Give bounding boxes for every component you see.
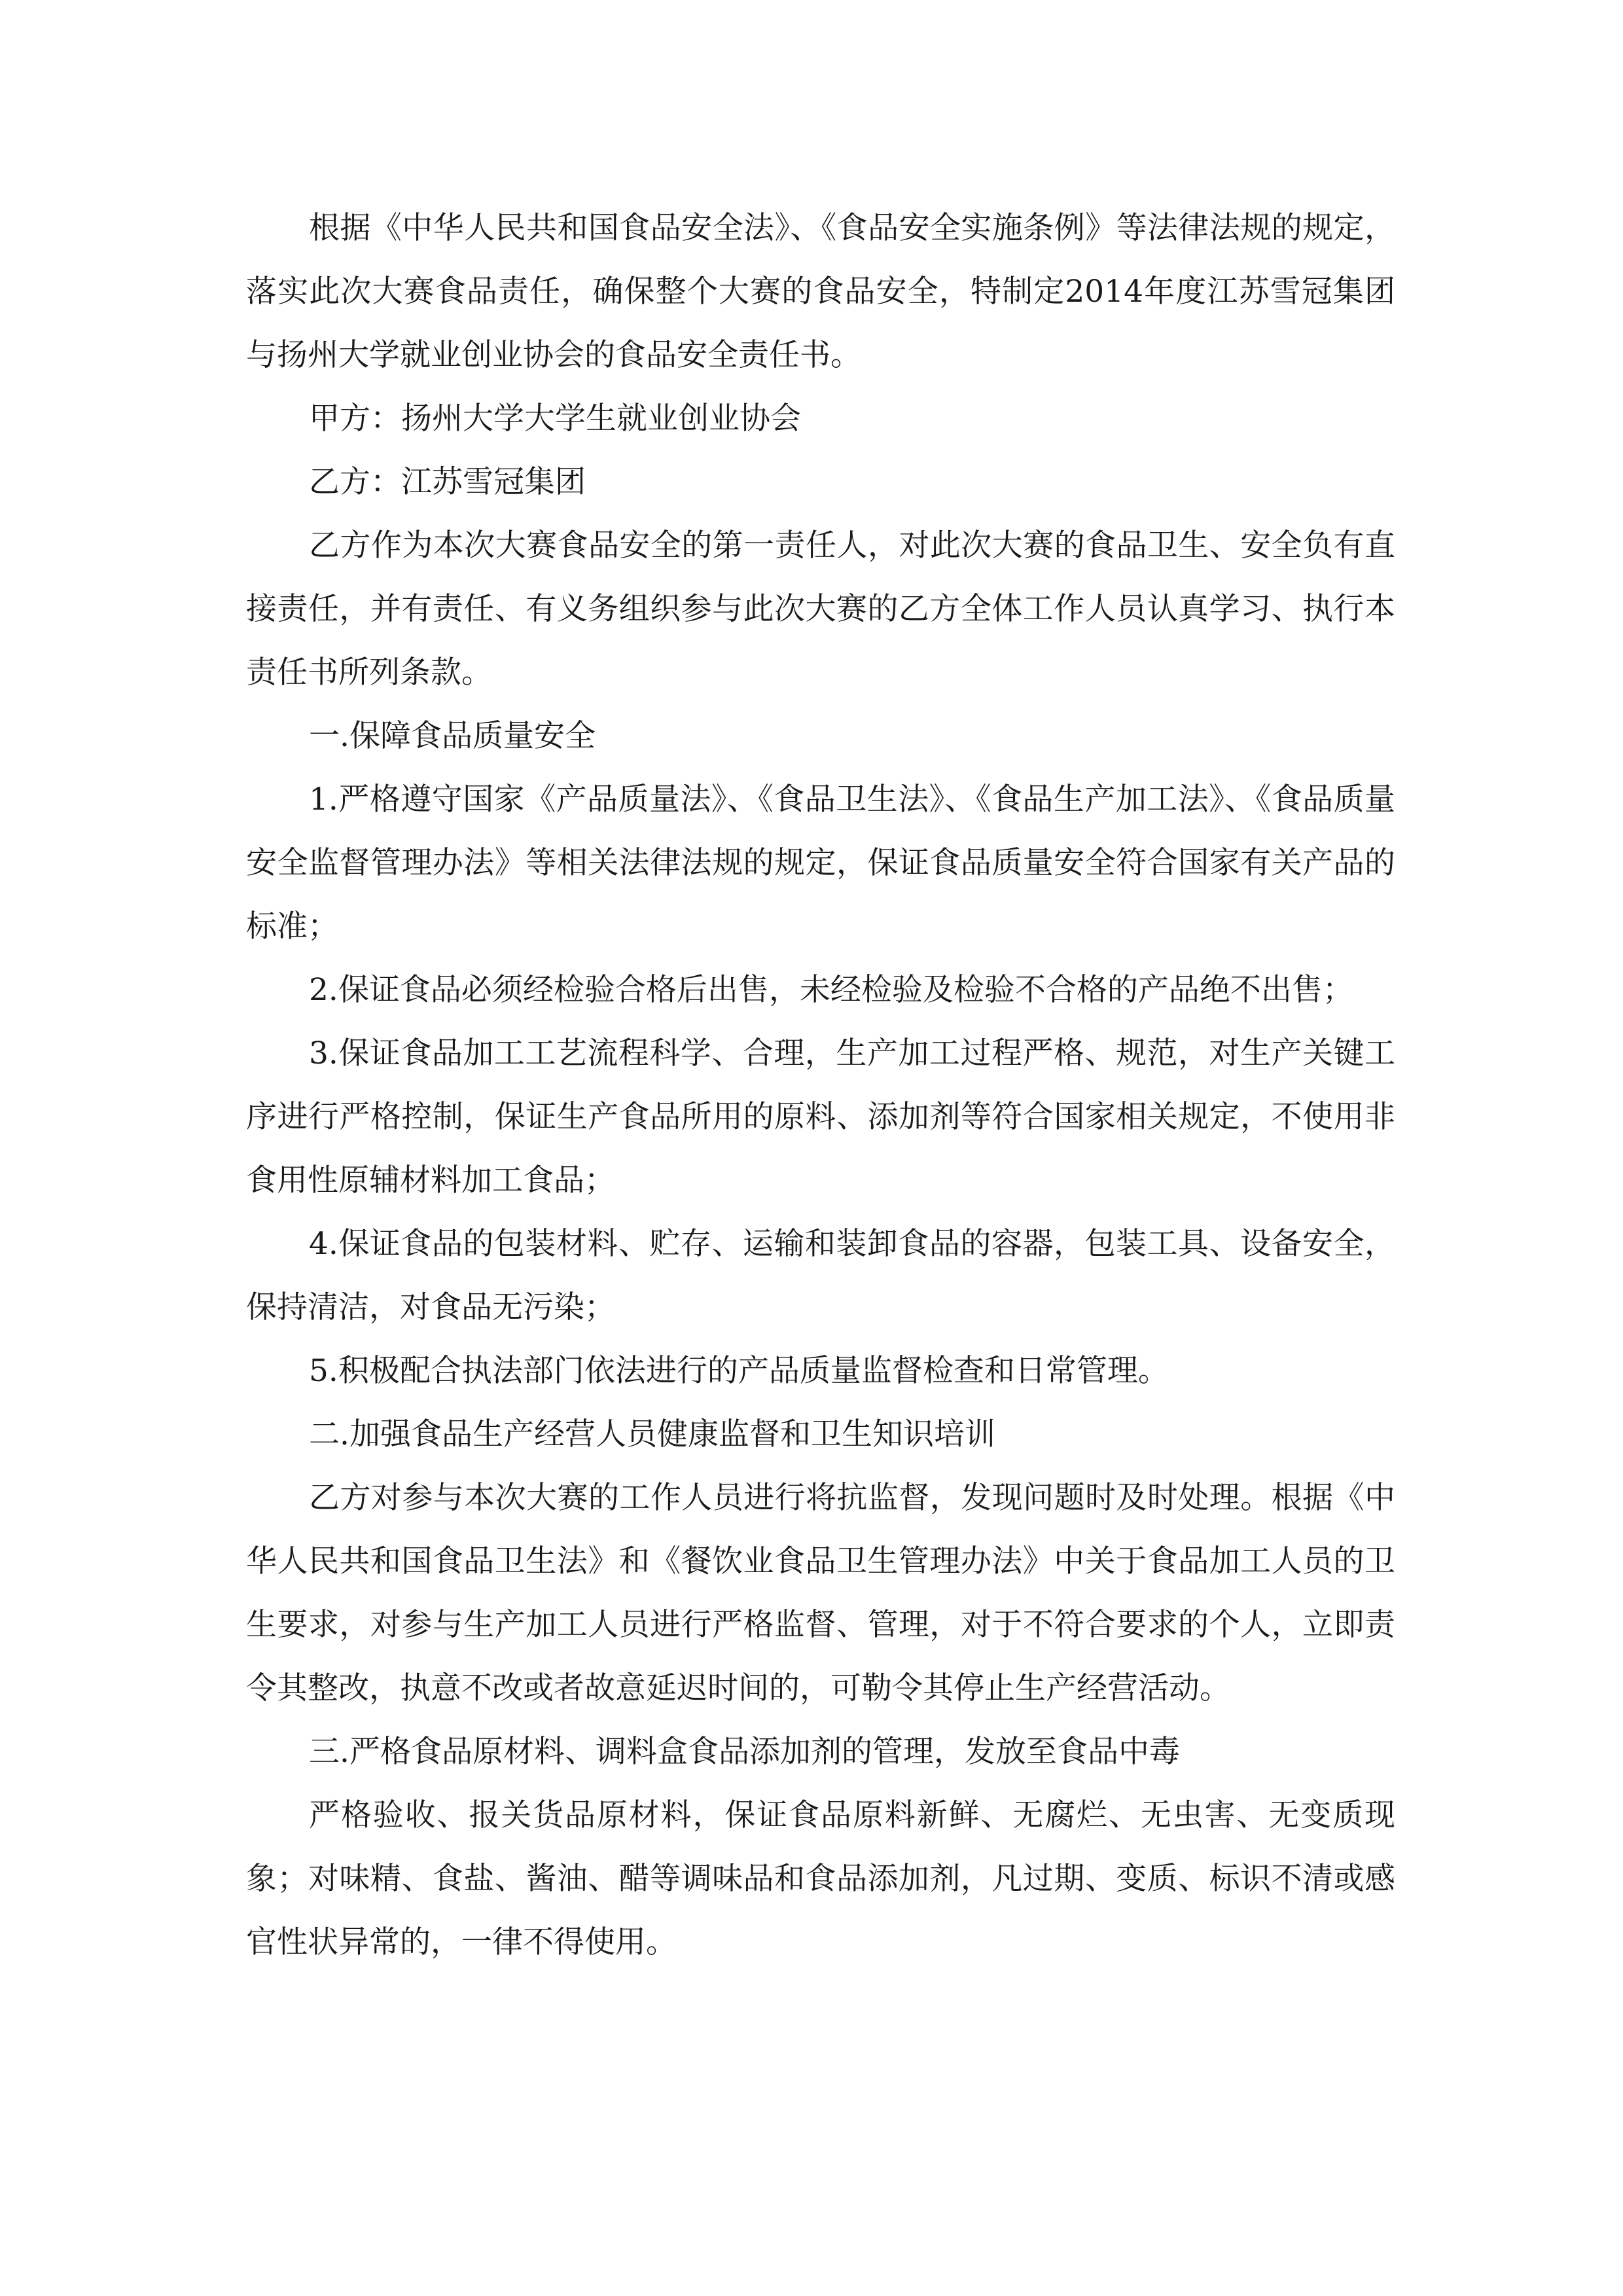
section-2-heading: 二.加强食品生产经营人员健康监督和卫生知识培训 [309, 1416, 995, 1452]
intro-paragraph: 根据《中华人民共和国食品安全法》、《食品安全实施条例》等法律法规的规定，落实此次大赛食品责任，确保整个大赛的食品安全，特制定2014年度江苏雪冠集团与扬州大学就业创业协会的食品安全责任书。 [246, 210, 1395, 373]
document-body [246, 196, 1395, 1974]
section-1-heading: 一.保障食品质量安全 [309, 718, 596, 754]
section-2-paragraph: 乙方对参与本次大赛的工作人员进行将抗监督，发现问题时及时处理。根据《中华人民共和国食品卫生法》和《餐饮业食品卫生管理办法》中关于食品加工人员的卫生要求，对参与生产加工人员进行严格监督、管理，对于不符合要求的个人，立即责令其整改，执意不改或者故意延迟时间的，可勒令其停止生产经营活动。 [246, 1480, 1395, 1706]
party-b-line: 乙方：江苏雪冠集团 [309, 464, 586, 500]
party-a-line: 甲方：扬州大学大学生就业创业协会 [309, 401, 801, 437]
section-1-item-2: 2.保证食品必须经检验合格后出售，未经检验及检验不合格的产品绝不出售； [309, 972, 1353, 1008]
section-1-item-3: 3.保证食品加工工艺流程科学、合理，生产加工过程严格、规范，对生产关键工序进行严格控制，保证生产食品所用的原料、添加剂等符合国家相关规定，不使用非食用性原辅材料加工食品； [246, 1035, 1395, 1198]
section-3-heading: 三.严格食品原材料、调料盒食品添加剂的管理，发放至食品中毒 [309, 1734, 1180, 1770]
section-3-paragraph: 严格验收、报关货品原材料，保证食品原料新鲜、无腐烂、无虫害、无变质现象；对味精、食盐、酱油、醋等调味品和食品添加剂，凡过期、变质、标识不清或感官性状异常的，一律不得使用。 [246, 1797, 1395, 1960]
section-1-item-5: 5.积极配合执法部门依法进行的产品质量监督检查和日常管理。 [309, 1353, 1169, 1389]
responsibility-paragraph: 乙方作为本次大赛食品安全的第一责任人，对此次大赛的食品卫生、安全负有直接责任，并有责任、有义务组织参与此次大赛的乙方全体工作人员认真学习、执行本责任书所列条款。 [246, 528, 1395, 691]
section-1-item-4: 4.保证食品的包装材料、贮存、运输和装卸食品的容器，包装工具、设备安全，保持清洁，对食品无污染； [246, 1226, 1395, 1325]
section-1-item-1: 1.严格遵守国家《产品质量法》、《食品卫生法》、《食品生产加工法》、《食品质量安全监督管理办法》等相关法律法规的规定，保证食品质量安全符合国家有关产品的标准； [246, 781, 1395, 944]
